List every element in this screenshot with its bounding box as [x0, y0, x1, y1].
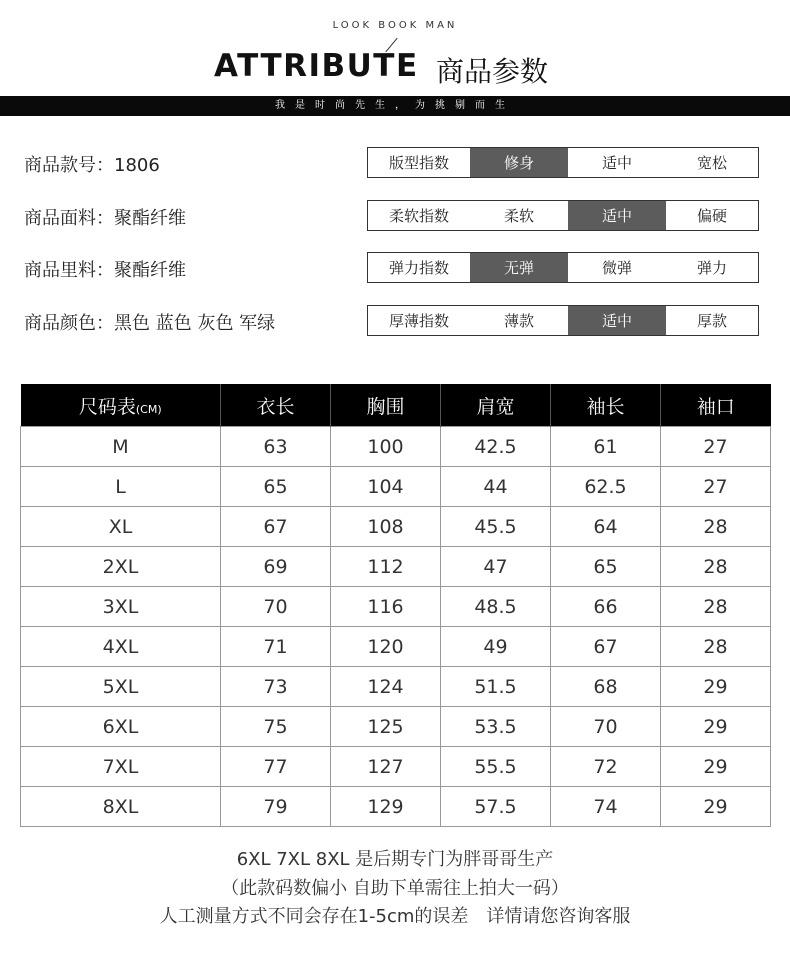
table-cell: 65 — [551, 547, 661, 587]
attr-value: 黑色 蓝色 灰色 军绿 — [114, 313, 276, 334]
table-cell: 124 — [331, 667, 441, 707]
table-cell: 70 — [551, 707, 661, 747]
slogan-banner: 我是时尚先生，为挑剔而生 — [0, 96, 790, 116]
attr-value: 聚酯纤维 — [114, 260, 186, 281]
header-sleeve: 袖长 — [551, 384, 661, 427]
table-row — [21, 667, 771, 707]
index-elasticity — [367, 252, 759, 283]
header-shoulder: 肩宽 — [441, 384, 551, 427]
table-row — [21, 507, 771, 547]
table-row — [21, 747, 771, 787]
index-option: 修身 — [470, 148, 568, 177]
table-cell: 29 — [661, 747, 771, 787]
size-table-body — [21, 427, 771, 827]
index-option: 宽松 — [696, 154, 727, 172]
index-option: 偏硬 — [696, 207, 727, 225]
table-cell: 64 — [551, 507, 661, 547]
table-cell: 66 — [551, 587, 661, 627]
table-row — [21, 787, 771, 827]
table-cell: L — [21, 467, 221, 507]
index-option: 薄款 — [503, 312, 534, 330]
table-cell: 65 — [221, 467, 331, 507]
table-cell: 3XL — [21, 587, 221, 627]
table-cell: 116 — [331, 587, 441, 627]
table-row — [21, 467, 771, 507]
attr-fabric — [24, 204, 186, 230]
attr-style-no — [24, 151, 160, 177]
table-cell: 74 — [551, 787, 661, 827]
index-option: 弹力 — [696, 259, 727, 277]
table-cell: 125 — [331, 707, 441, 747]
attr-label: 商品款号： — [24, 155, 114, 176]
table-cell: 51.5 — [441, 667, 551, 707]
note-line-1: 6XL 7XL 8XL 是后期专门为胖哥哥生产 — [236, 849, 554, 870]
table-cell: 49 — [441, 627, 551, 667]
index-name: 柔软指数 — [388, 207, 449, 225]
index-name: 厚薄指数 — [388, 312, 449, 330]
attr-value: 1806 — [114, 155, 160, 176]
note-line-2: （此款码数偏小 自助下单需往上拍大一码） — [221, 878, 569, 899]
index-option: 适中 — [568, 306, 666, 335]
size-table — [20, 384, 771, 827]
attr-label: 商品里料： — [24, 260, 114, 281]
table-cell: 27 — [661, 427, 771, 467]
index-name: 版型指数 — [388, 154, 449, 172]
index-fit — [367, 147, 759, 178]
table-cell: 104 — [331, 467, 441, 507]
table-cell: 27 — [661, 467, 771, 507]
table-cell: 28 — [661, 587, 771, 627]
table-row — [21, 587, 771, 627]
table-cell: 42.5 — [441, 427, 551, 467]
index-option: 无弹 — [470, 253, 568, 282]
index-option: 厚款 — [696, 312, 727, 330]
table-cell: 53.5 — [441, 707, 551, 747]
table-cell: 45.5 — [441, 507, 551, 547]
index-option: 微弹 — [601, 259, 632, 277]
table-cell: 55.5 — [441, 747, 551, 787]
index-option: 柔软 — [503, 207, 534, 225]
table-cell: 29 — [661, 667, 771, 707]
table-cell: 2XL — [21, 547, 221, 587]
table-cell: 28 — [661, 507, 771, 547]
table-cell: 48.5 — [441, 587, 551, 627]
table-cell: 8XL — [21, 787, 221, 827]
attr-value: 聚酯纤维 — [114, 208, 186, 229]
index-name: 弹力指数 — [388, 259, 449, 277]
attr-colors — [24, 309, 275, 335]
table-cell: 67 — [551, 627, 661, 667]
attr-label: 商品颜色： — [24, 313, 114, 334]
table-cell: 77 — [221, 747, 331, 787]
lookbook-caption: LOOK BOOK MAN — [332, 20, 458, 31]
table-cell: M — [21, 427, 221, 467]
table-cell: 6XL — [21, 707, 221, 747]
table-cell: 72 — [551, 747, 661, 787]
header-size — [21, 384, 221, 427]
table-cell: 7XL — [21, 747, 221, 787]
header-chest: 胸围 — [331, 384, 441, 427]
header-cuff: 袖口 — [661, 384, 771, 427]
title-chinese: 商品参数 — [436, 55, 549, 88]
title-english: ATTRIBUTE — [214, 48, 419, 84]
table-cell: 61 — [551, 427, 661, 467]
table-cell: 28 — [661, 627, 771, 667]
size-table-header — [21, 384, 771, 427]
table-cell: 29 — [661, 707, 771, 747]
table-cell: 28 — [661, 547, 771, 587]
note-line-3: 人工测量方式不同会存在1-5cm的误差 详情请您咨询客服 — [159, 906, 631, 927]
table-row — [21, 707, 771, 747]
attr-lining — [24, 256, 186, 282]
table-cell: 70 — [221, 587, 331, 627]
table-row — [21, 627, 771, 667]
attr-label: 商品面料： — [24, 208, 114, 229]
table-cell: 100 — [331, 427, 441, 467]
table-cell: 71 — [221, 627, 331, 667]
table-cell: 73 — [221, 667, 331, 707]
table-cell: 79 — [221, 787, 331, 827]
index-option: 适中 — [601, 154, 632, 172]
table-cell: 57.5 — [441, 787, 551, 827]
header-length: 衣长 — [221, 384, 331, 427]
table-cell: 29 — [661, 787, 771, 827]
table-row — [21, 427, 771, 467]
table-cell: 129 — [331, 787, 441, 827]
header-size-unit: (CM) — [135, 402, 162, 416]
header-size-label: 尺码表 — [78, 395, 136, 418]
table-cell: 4XL — [21, 627, 221, 667]
index-thickness — [367, 305, 759, 336]
table-cell: 5XL — [21, 667, 221, 707]
index-option: 适中 — [568, 201, 666, 230]
table-cell: 47 — [441, 547, 551, 587]
table-cell: 75 — [221, 707, 331, 747]
index-softness — [367, 200, 759, 231]
table-cell: 120 — [331, 627, 441, 667]
table-cell: 68 — [551, 667, 661, 707]
table-cell: 63 — [221, 427, 331, 467]
table-cell: 112 — [331, 547, 441, 587]
table-cell: XL — [21, 507, 221, 547]
table-cell: 44 — [441, 467, 551, 507]
table-cell: 62.5 — [551, 467, 661, 507]
table-cell: 127 — [331, 747, 441, 787]
table-cell: 67 — [221, 507, 331, 547]
table-cell: 108 — [331, 507, 441, 547]
table-row — [21, 547, 771, 587]
table-cell: 69 — [221, 547, 331, 587]
